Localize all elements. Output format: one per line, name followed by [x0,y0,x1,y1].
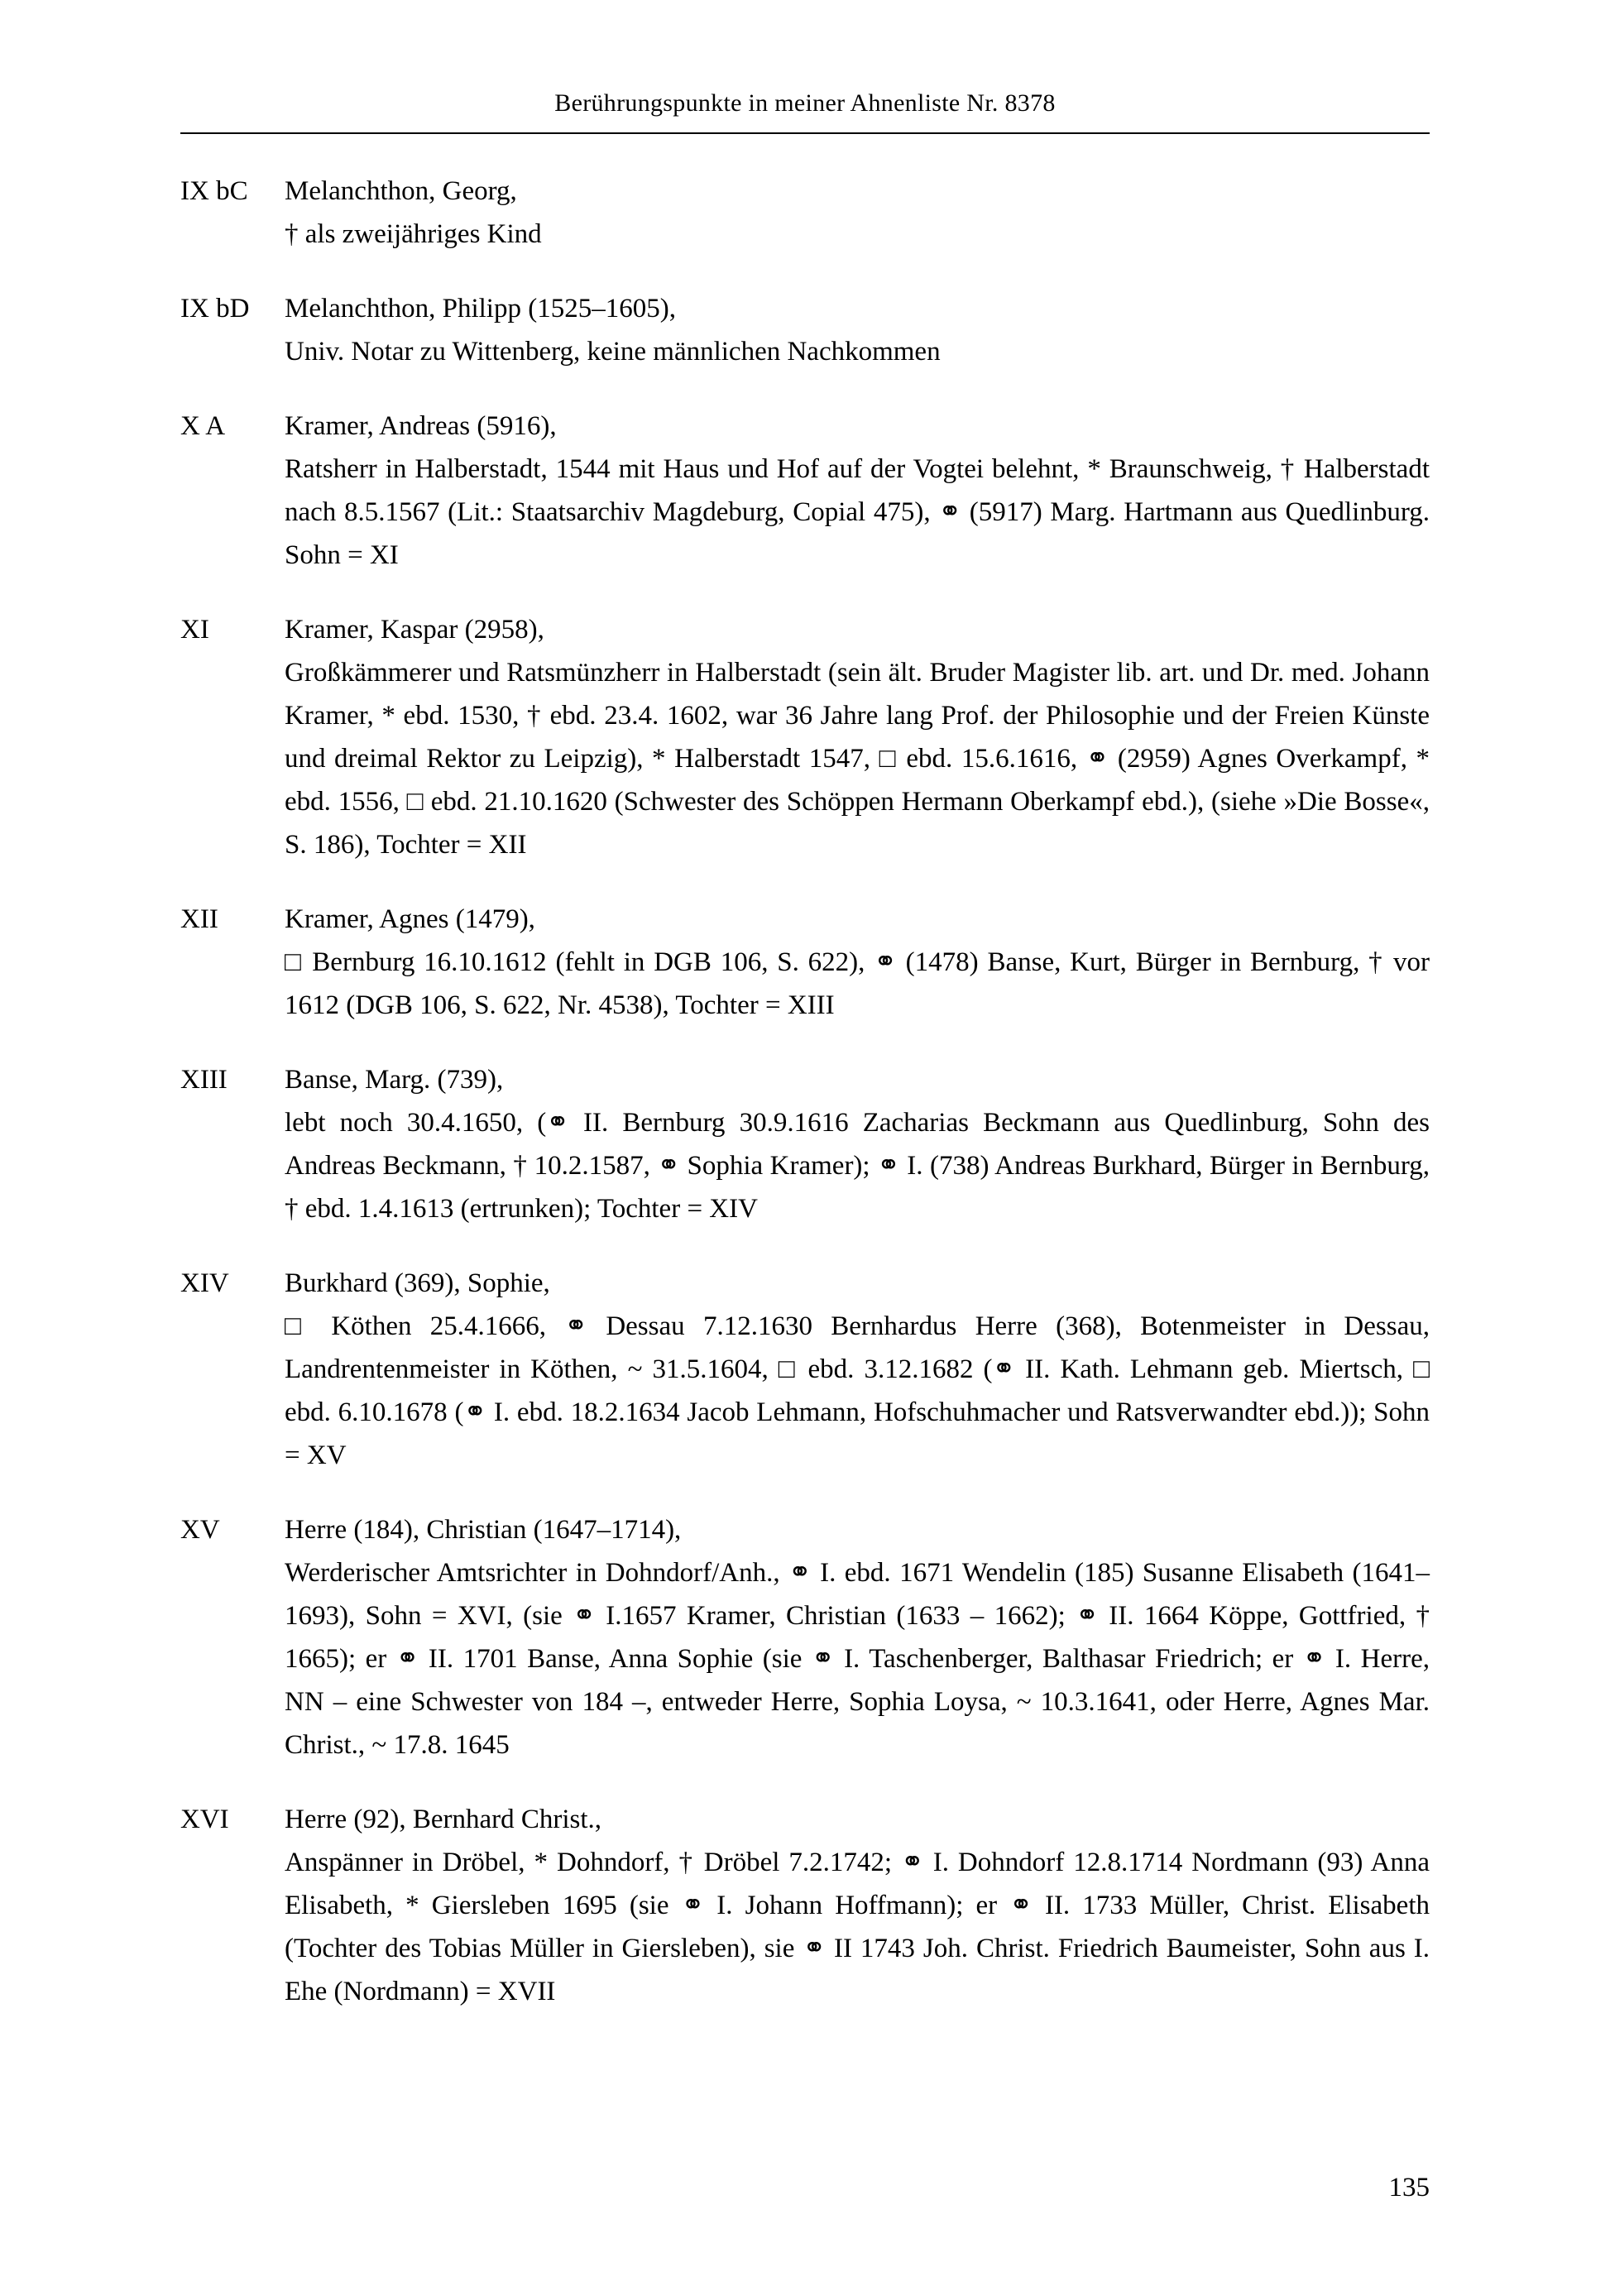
running-header: Berührungspunkte in meiner Ahnenliste Nr. 8378 [554,89,1056,117]
entry-text [285,1508,1430,1766]
entry-detail: □ Bernburg 16.10.1612 (fehlt in DGB 106, S. 622), ⚭ (1478) Banse, Kurt, Bürger in Bernburg, † vor 1612 (DGB 106, S. 622, Nr. 4538), Tochter = XIII [285,947,1430,1020]
entry-name: Banse, Marg. (739), [285,1065,504,1095]
entry-name: Melanchthon, Georg, [285,176,517,206]
page-number: 135 [1388,2173,1430,2203]
list-item [180,898,1430,1027]
entry-list [180,170,1430,2044]
list-item [180,170,1430,256]
entry-generation: IX bC [180,176,248,206]
entry-generation: XIV [180,1268,229,1298]
entry-detail: † als zweijähriges Kind [285,219,542,249]
header-divider [180,132,1430,134]
entry-name: Kramer, Andreas (5916), [285,411,557,441]
entry-generation: X A [180,411,226,441]
entry-generation: IX bD [180,294,250,324]
list-item [180,1798,1430,2013]
entry-text [285,170,1430,256]
entry-text [285,405,1430,577]
entry-generation: XI [180,615,209,645]
list-item [180,1058,1430,1230]
entry-name: Herre (92), Bernhard Christ., [285,1805,602,1834]
entry-detail: lebt noch 30.4.1650, (⚭ II. Bernburg 30.9.1616 Zacharias Beckmann aus Quedlinburg, Sohn des Andreas Beckmann, † 10.2.1587, ⚭ Sophia Kramer); ⚭ I. (738) Andreas Burkhard, Bürger in Bernburg, † ebd. 1.4.1613 (ertrunken); Tochter = XIV [285,1108,1430,1224]
entry-generation: XV [180,1515,220,1545]
entry-name: Kramer, Agnes (1479), [285,904,535,934]
entry-generation: XII [180,904,218,934]
list-item [180,1262,1430,1477]
list-item [180,405,1430,577]
entry-text [285,898,1430,1027]
entry-generation: XVI [180,1805,229,1834]
list-item [180,608,1430,866]
list-item [180,287,1430,373]
entry-text [285,1058,1430,1230]
entry-detail: Univ. Notar zu Wittenberg, keine männlichen Nachkommen [285,337,941,367]
list-item [180,1508,1430,1766]
entry-text [285,287,1430,373]
entry-name: Herre (184), Christian (1647–1714), [285,1515,682,1545]
entry-detail: Anspänner in Dröbel, * Dohndorf, † Dröbel 7.2.1742; ⚭ I. Dohndorf 12.8.1714 Nordmann (93) Anna Elisabeth, * Giersleben 1695 (sie ⚭ I. Johann Hoffmann); er ⚭ II. 1733 Müller, Christ. Elisabeth (Tochter des Tobias Müller in Giersleben), sie ⚭ II 1743 Joh. Christ. Friedrich Baumeister, Sohn aus I. Ehe (Nordmann) = XVII [285,1848,1430,2006]
entry-detail: Großkämmerer und Ratsmünzherr in Halberstadt (sein ält. Bruder Magister lib. art. und Dr. med. Johann Kramer, * ebd. 1530, † ebd. 23.4. 1602, war 36 Jahre lang Prof. der Philosophie und der Freien Künste und dreimal Rektor zu Leipzig), * Halberstadt 1547, □ ebd. 15.6.1616, ⚭ (2959) Agnes Overkampf, * ebd. 1556, □ ebd. 21.10.1620 (Schwester des Schöppen Hermann Oberkampf ebd.), (siehe »Die Bosse«, S. 186), Tochter = XII [285,658,1430,860]
entry-name: Kramer, Kaspar (2958), [285,615,544,645]
entry-generation: XIII [180,1065,228,1095]
entry-name: Melanchthon, Philipp (1525–1605), [285,294,676,324]
entry-detail: Werderischer Amtsrichter in Dohndorf/Anh., ⚭ I. ebd. 1671 Wendelin (185) Susanne Elisabeth (1641–1693), Sohn = XVI, (sie ⚭ I.1657 Kramer, Christian (1633 – 1662); ⚭ II. 1664 Köppe, Gottfried, † 1665); er ⚭ II. 1701 Banse, Anna Sophie (sie ⚭ I. Taschenberger, Balthasar Friedrich; er ⚭ I. Herre, NN – eine Schwester von 184 –, entweder Herre, Sophia Loysa, ~ 10.3.1641, oder Herre, Agnes Mar. Christ., ~ 17.8. 1645 [285,1558,1430,1760]
entry-text [285,1798,1430,2013]
entry-detail: Ratsherr in Halberstadt, 1544 mit Haus und Hof auf der Vogtei belehnt, * Braunschweig, † Halberstadt nach 8.5.1567 (Lit.: Staatsarchiv Magdeburg, Copial 475), ⚭ (5917) Marg. Hartmann aus Quedlinburg. Sohn = XI [285,454,1430,570]
entry-detail: □ Köthen 25.4.1666, ⚭ Dessau 7.12.1630 Bernhardus Herre (368), Botenmeister in Dessau, Landrentenmeister in Köthen, ~ 31.5.1604, □ ebd. 3.12.1682 (⚭ II. Kath. Lehmann geb. Miertsch, □ ebd. 6.10.1678 (⚭ I. ebd. 18.2.1634 Jacob Lehmann, Hofschuhmacher und Ratsverwandter ebd.)); Sohn = XV [285,1311,1430,1470]
entry-text [285,608,1430,866]
entry-text [285,1262,1430,1477]
entry-name: Burkhard (369), Sophie, [285,1268,550,1298]
